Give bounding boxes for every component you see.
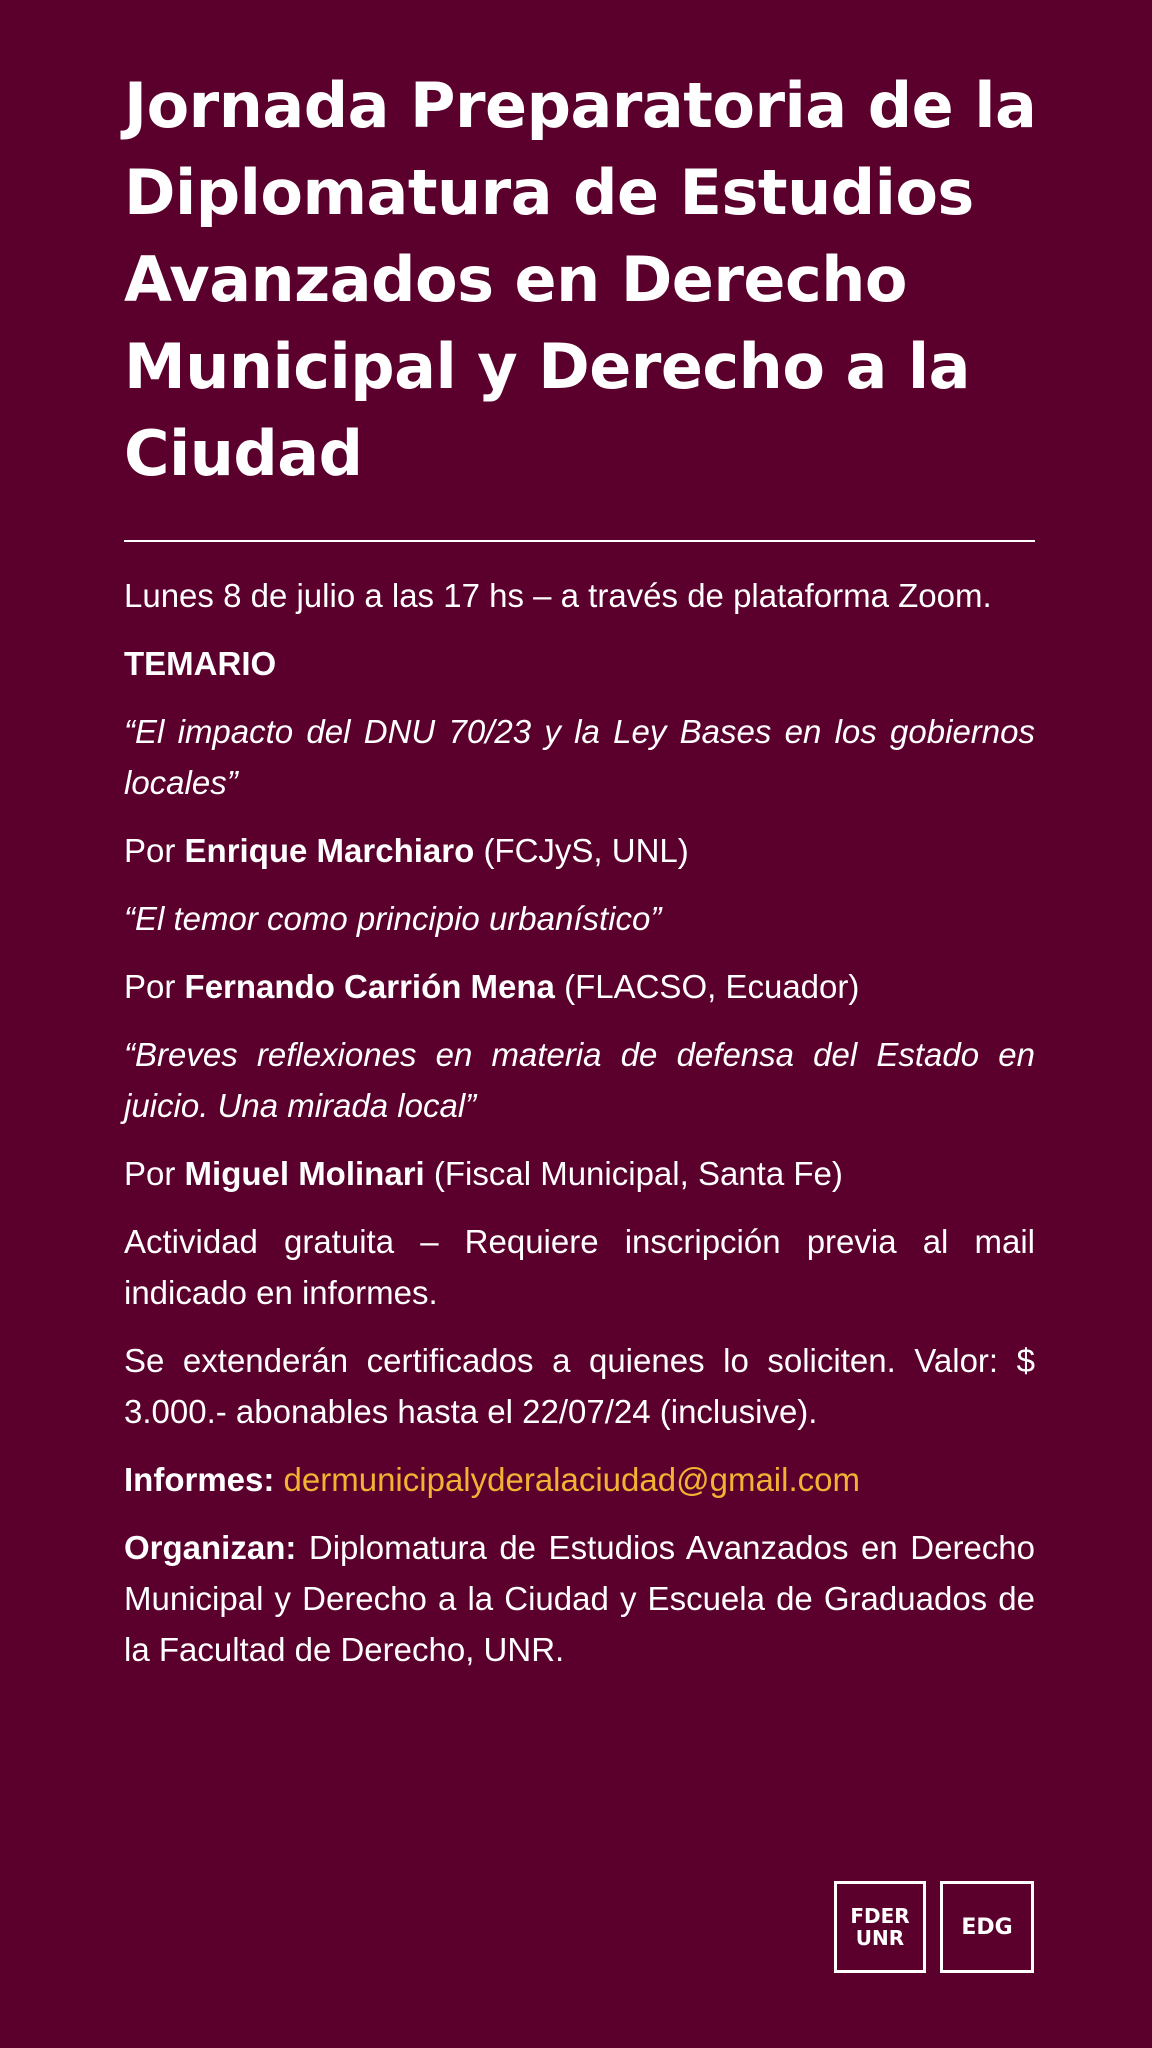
talk-title: “Breves reflexiones en materia de defensa del Estado en juicio. Una mirada local” [124, 1036, 1035, 1124]
talk-speaker-line [124, 961, 1035, 1012]
info-line [124, 1454, 1035, 1505]
edg-logo-text: EDG [961, 1914, 1013, 1940]
unr-logo-line: UNR [855, 1926, 905, 1950]
title-line: Municipal y Derecho a la [124, 330, 971, 403]
speaker-affiliation: (FLACSO, Ecuador) [564, 968, 860, 1005]
talk-speaker-line [124, 825, 1035, 876]
speaker-name: Fernando Carrión Mena [184, 968, 555, 1005]
temario-heading: TEMARIO [124, 645, 277, 682]
title-line: Jornada Preparatoria de la [124, 69, 1037, 142]
info-label: Informes: [124, 1461, 275, 1498]
speaker-affiliation: (FCJyS, UNL) [483, 832, 689, 869]
edg-logo [940, 1881, 1034, 1973]
talk-speaker-line [124, 1148, 1035, 1199]
info-email-link[interactable]: dermunicipalyderalaciudad@gmail.com [283, 1461, 860, 1498]
organizers-label: Organizan: [124, 1529, 297, 1566]
speaker-name: Miguel Molinari [184, 1155, 425, 1192]
fder-logo-line: FDER [850, 1904, 910, 1928]
talk-title: “El impacto del DNU 70/23 y la Ley Bases en los gobiernos locales” [124, 713, 1035, 801]
divider [124, 540, 1035, 542]
by-label: Por [124, 832, 176, 869]
speaker-name: Enrique Marchiaro [184, 832, 475, 869]
organizers-text: Diplomatura de Estudios Avanzados en Derecho Municipal y Derecho a la Ciudad y Escuela de Graduados de la Facultad de Derecho, UNR. [124, 1529, 1035, 1668]
certificates-text: Se extenderán certificados a quienes lo soliciten. Valor: $ 3.000.- abonables hasta el 22/07/24 (inclusive). [124, 1342, 1035, 1430]
fder-unr-logo [834, 1881, 926, 1973]
title-line: Ciudad [124, 417, 363, 490]
speaker-affiliation: (Fiscal Municipal, Santa Fe) [433, 1155, 843, 1192]
title-line: Diplomatura de Estudios [124, 156, 974, 229]
organizers-paragraph [124, 1522, 1035, 1675]
event-details [124, 570, 1035, 1675]
title-line: Avanzados en Derecho [124, 243, 907, 316]
by-label: Por [124, 1155, 176, 1192]
free-activity-text: Actividad gratuita – Requiere inscripción previa al mail indicado en informes. [124, 1223, 1035, 1311]
logos [834, 1881, 1034, 1973]
schedule-text: Lunes 8 de julio a las 17 hs – a través de plataforma Zoom. [124, 577, 992, 614]
talk-title: “El temor como principio urbanístico” [124, 900, 662, 937]
event-title [124, 0, 1035, 497]
by-label: Por [124, 968, 176, 1005]
